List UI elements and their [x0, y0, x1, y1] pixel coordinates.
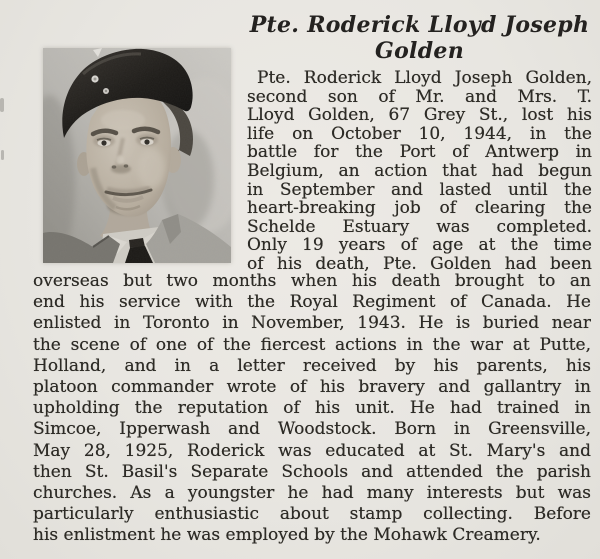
text-line: Schelde Estuary was completed.	[247, 217, 592, 237]
title-line-1: Pte. Roderick Lloyd Joseph	[249, 12, 590, 38]
title-line-2: Golden	[375, 38, 464, 64]
text-line: upholding the reputation of his unit. He had trained in	[33, 398, 591, 419]
text-line: second son of Mr. and Mrs. T.	[247, 87, 592, 107]
text-line: then St. Basil's Separate Schools and attended the parish	[33, 461, 591, 482]
text-line: Holland, and in a letter received by his parents, his	[33, 355, 591, 376]
article-body	[33, 271, 591, 546]
article-intro-column	[247, 69, 592, 274]
soldier-portrait-illustration	[43, 48, 231, 263]
text-line: battle for the Port of Antwerp in	[247, 143, 592, 162]
text-line: Belgium, an action that had begun	[247, 161, 592, 181]
text-line: Lloyd Golden, 67 Grey St., lost his	[247, 106, 592, 125]
text-line: overseas but two months when his death brought to an	[33, 271, 591, 291]
text-line: heart-breaking job of clearing the	[247, 199, 592, 218]
portrait-photo	[43, 48, 231, 263]
text-line: Simcoe, Ipperwash and Woodstock. Born in Greensville,	[33, 419, 591, 440]
photo-grain	[43, 48, 231, 263]
text-line: Pte. Roderick Lloyd Joseph Golden,	[257, 69, 592, 88]
text-line: particularly enthusiastic about stamp collecting. Before	[33, 504, 591, 525]
scan-artifact	[1, 150, 4, 160]
text-line: the scene of one of the fiercest actions in the war at Putte,	[33, 334, 591, 355]
text-line: end his service with the Royal Regiment of Canada. He	[33, 292, 591, 313]
text-line: in September and lasted until the	[247, 180, 592, 200]
text-line: his enlistment he was employed by the Mohawk Creamery.	[33, 525, 541, 546]
scan-artifact	[0, 98, 4, 112]
text-line: churches. As a youngster he had many interests but was	[33, 482, 591, 503]
article-title	[247, 12, 592, 64]
text-line: Only 19 years of age at the time	[247, 236, 592, 255]
text-line: life on October 10, 1944, in the	[247, 124, 592, 144]
text-line: of his death, Pte. Golden had been	[247, 254, 592, 274]
text-line: May 28, 1925, Roderick was educated at St. Mary's and	[33, 440, 591, 461]
text-line: enlisted in Toronto in November, 1943. He is buried near	[33, 313, 591, 334]
article-header-column	[247, 12, 592, 274]
text-line: platoon commander wrote of his bravery and gallantry in	[33, 376, 591, 397]
